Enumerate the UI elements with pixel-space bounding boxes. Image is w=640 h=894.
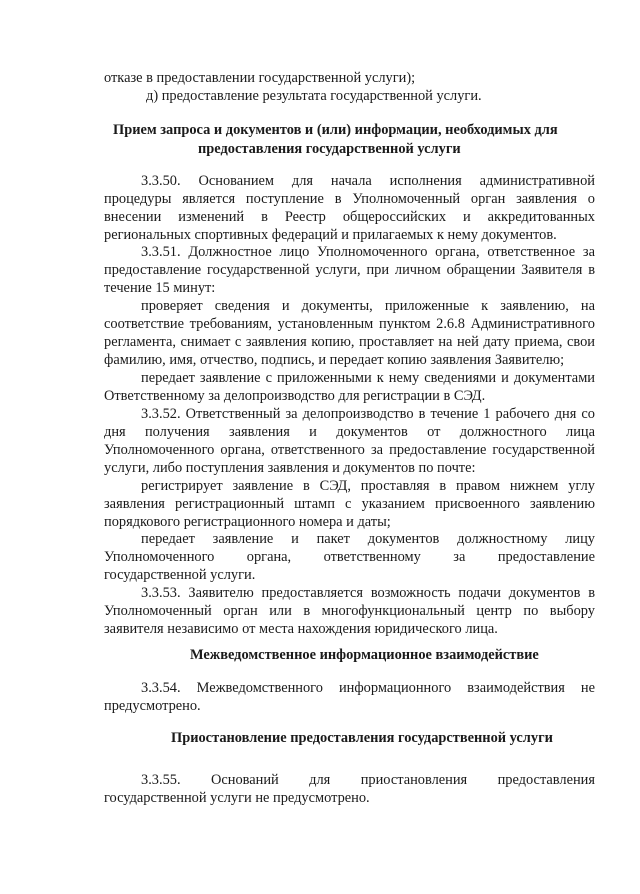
paragraph-3-3-52b-line-1: передает заявление и пакет документов должностному лицу (141, 531, 595, 547)
paragraph-3-3-52-line-2: дня получения заявления и документов от должностного лица (104, 424, 595, 440)
paragraph-3-3-51-line-3: течение 15 минут: (104, 280, 216, 296)
paragraph-3-3-52b-line-3: государственной услуги. (104, 567, 256, 583)
paragraph-3-3-51a-line-2: соответствие требованиям, установленным пунктом 2.6.8 Административного (104, 316, 595, 332)
paragraph-3-3-52a-line-3: порядкового регистрационного номера и даты; (104, 514, 391, 530)
paragraph-3-3-51b-line-1: передает заявление с приложенными к нему сведениями и документами (141, 370, 595, 386)
paragraph-3-3-51-line-2: предоставление государственной услуги, при личном обращении Заявителя в (104, 262, 595, 278)
intro-line-2: д) предоставление результата государственной услуги. (146, 88, 482, 104)
paragraph-3-3-51b-line-2: Ответственному за делопроизводство для регистрации в СЭД. (104, 388, 486, 404)
paragraph-3-3-53-line-1: 3.3.53. Заявителю предоставляется возможность подачи документов в (141, 585, 595, 601)
paragraph-3-3-52b-line-2: Уполномоченного органа, ответственному за предоставление (104, 549, 595, 565)
paragraph-3-3-52a-line-1: регистрирует заявление в СЭД, проставляя в правом нижнем углу (141, 478, 595, 494)
paragraph-3-3-51-line-1: 3.3.51. Должностное лицо Уполномоченного органа, ответственное за (141, 244, 595, 260)
paragraph-3-3-51a-line-3: регламента, снимает с заявления копию, проставляет на ней дату приема, свои (104, 334, 595, 350)
intro-line-1: отказе в предоставлении государственной услуги); (104, 70, 416, 86)
paragraph-3-3-52-line-4: услуги, либо поступления заявления и документов по почте: (104, 460, 476, 476)
section-heading-reception-line-2: предоставления государственной услуги (198, 141, 461, 157)
paragraph-3-3-51a-line-1: проверяет сведения и документы, приложенные к заявлению, на (141, 298, 595, 314)
paragraph-3-3-51a-line-4: фамилию, имя, отчество, подпись, и передает копию заявления Заявителю; (104, 352, 565, 368)
paragraph-3-3-52-line-1: 3.3.52. Ответственный за делопроизводство в течение 1 рабочего дня со (141, 406, 595, 422)
paragraph-3-3-50-line-3: внесении изменений в Реестр общероссийских и аккредитованных (104, 209, 595, 225)
section-heading-interagency: Межведомственное информационное взаимодействие (190, 647, 539, 663)
paragraph-3-3-50-line-2: процедуры является поступление в Уполномоченный орган заявления о (104, 191, 595, 207)
paragraph-3-3-52-line-3: Уполномоченного органа, ответственного за предоставление государственной (104, 442, 595, 458)
paragraph-3-3-55-line-2: государственной услуги не предусмотрено. (104, 790, 370, 806)
paragraph-3-3-50-line-4: региональных спортивных федераций и прилагаемых к нему документов. (104, 227, 557, 243)
paragraph-3-3-54-line-1: 3.3.54. Межведомственного информационного взаимодействия не (141, 680, 595, 696)
section-heading-reception: Прием запроса и документов и (или) информации, необходимых для (113, 122, 558, 138)
section-heading-suspension: Приостановление предоставления государственной услуги (171, 730, 553, 746)
paragraph-3-3-53-line-2: Уполномоченный орган или в многофункциональный центр по выбору (104, 603, 595, 619)
paragraph-3-3-50-line-1: 3.3.50. Основанием для начала исполнения административной (141, 173, 595, 189)
paragraph-3-3-55-line-1: 3.3.55. Оснований для приостановления предоставления (141, 772, 595, 788)
paragraph-3-3-52a-line-2: заявления регистрационный штамп с указанием присвоенного заявлению (104, 496, 595, 512)
paragraph-3-3-54-line-2: предусмотрено. (104, 698, 201, 714)
paragraph-3-3-53-line-3: заявителя независимо от места нахождения юридического лица. (104, 621, 498, 637)
